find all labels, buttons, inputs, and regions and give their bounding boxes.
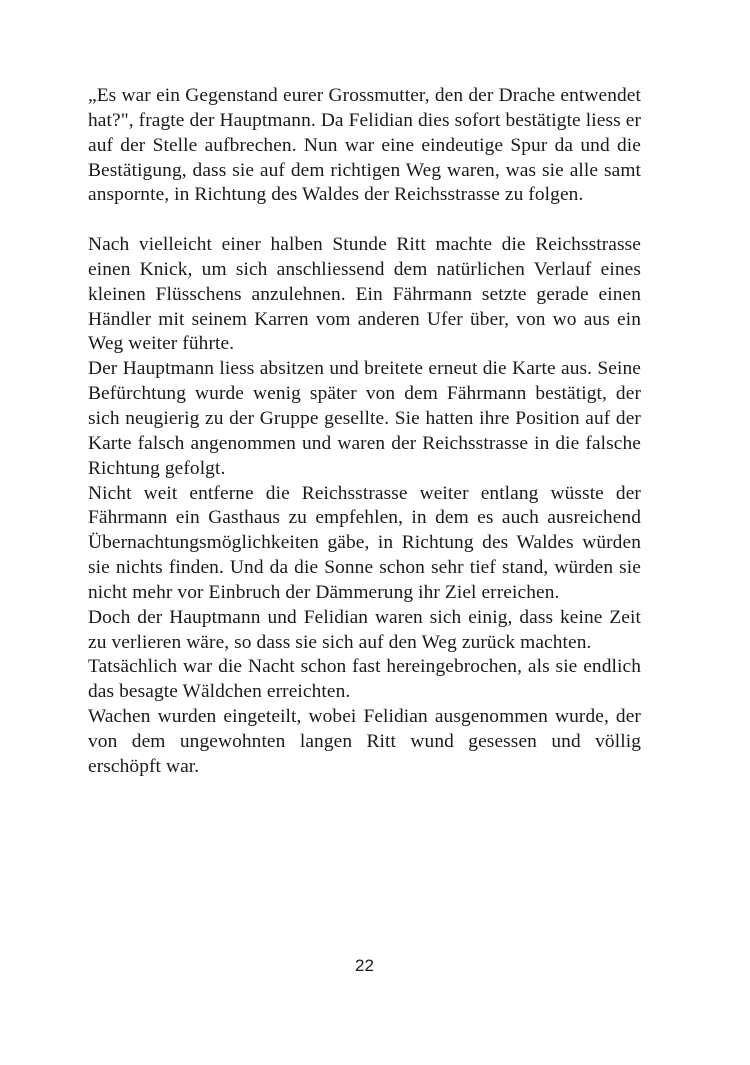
- paragraph-keine-zeit: Doch der Hauptmann und Felidian waren sich einig, dass keine Zeit zu verlieren wäre, so dass sie sich auf den Weg zurück machten.: [88, 606, 641, 653]
- paragraph-gasthaus-empfehlung: Nicht weit entferne die Reichsstrasse weiter entlang wüsste der Fährmann ein Gasthaus zu empfehlen, in dem es auch ausreichend Übernachtungsmöglichkeiten gäbe, in Richtung des Waldes würden sie nichts finden. Und da die Sonne schon sehr tief stand, würden sie nicht mehr vor Einbruch der Dämmerung ihr Ziel erreichen.: [88, 482, 641, 603]
- body-text: [88, 84, 641, 780]
- paragraph-dialogue-grossmutter: „Es war ein Gegenstand eurer Grossmutter, den der Drache entwendet hat?", fragte der Hauptmann. Da Felidian dies sofort bestätigte liess er auf der Stelle aufbrechen. Nun war eine eindeutige Spur da und die Bestätigung, dass sie auf dem richtigen Weg waren, was sie alle samt anspornte, in Richtung des Waldes der Reichsstrasse zu folgen.: [88, 85, 641, 206]
- paragraph-karte-falsche-richtung: Der Hauptmann liess absitzen und breitete erneut die Karte aus. Seine Befürchtung wurde wenig später von dem Fährmann bestätigt, der sich neugierig zu der Gruppe gesellte. Sie hatten ihre Position auf der Karte falsch angenommen und waren der Reichsstrasse in die falsche Richtung gefolgt.: [88, 358, 641, 479]
- paragraph-nacht-hereingebrochen: Tatsächlich war die Nacht schon fast hereingebrochen, als sie endlich das besagte Wäldchen erreichten.: [88, 656, 641, 703]
- page-number: 22: [355, 956, 374, 975]
- paragraph-ritt-knick: Nach vielleicht einer halben Stunde Ritt machte die Reichsstrasse einen Knick, um sich anschliessend dem natürlichen Verlauf eines kleinen Flüsschens anzulehnen. Ein Fährmann setzte gerade einen Händler mit seinem Karren vom anderen Ufer über, von wo aus ein Weg weiter führte.: [88, 234, 641, 355]
- paragraph-wachen-eingeteilt: Wachen wurden eingeteilt, wobei Felidian ausgenommen wurde, der von dem ungewohnten langen Ritt wund gesessen und völlig erschöpft war.: [88, 706, 641, 777]
